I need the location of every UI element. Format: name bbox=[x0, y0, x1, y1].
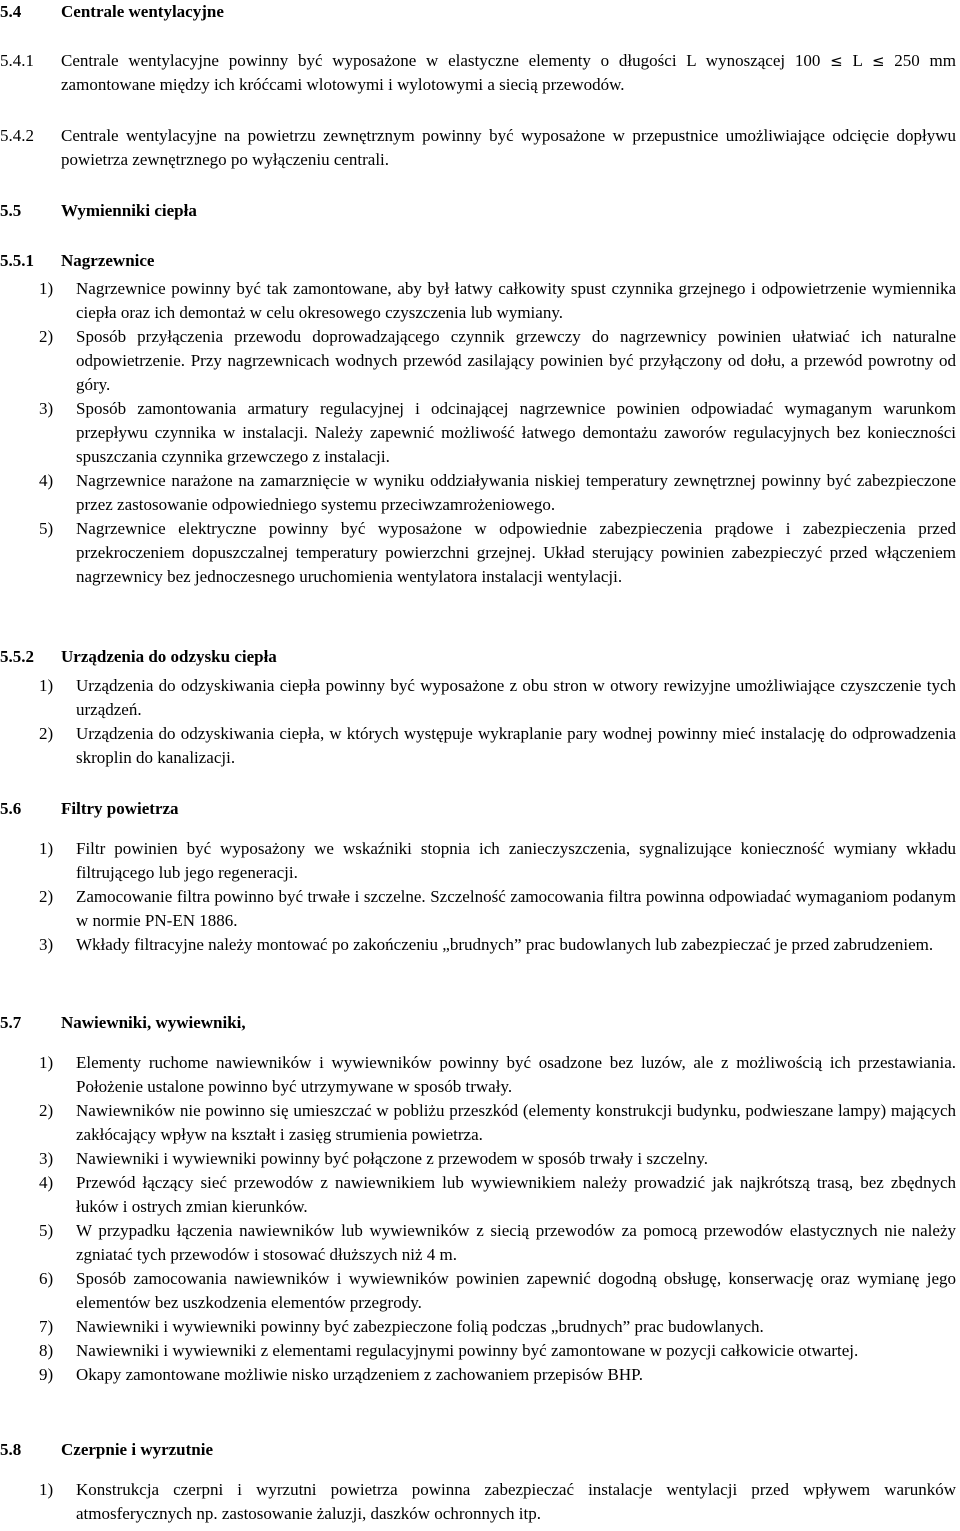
section-5-4-1 bbox=[0, 49, 956, 97]
item-text: Nagrzewnice elektryczne powinny być wyposażone w odpowiednie zabezpieczenia prądowe i zabezpieczenia przed przekroczeniem dopuszczalnej temperatury powierzchni grzejnej. Układ sterujący powinien zabezpieczyć przed włączeniem nagrzewnicy bez jednoczesnego uruchomienia wentylatora instalacji wentylacji. bbox=[76, 519, 956, 586]
item-number: 1) bbox=[39, 839, 54, 858]
list-item bbox=[0, 1478, 956, 1526]
item-text: Nawiewniki i wywiewniki z elementami regulacyjnymi powinny być zamontowane w pozycji całkowicie otwartej. bbox=[76, 1341, 859, 1360]
list-item bbox=[0, 933, 956, 957]
list-item bbox=[0, 277, 956, 325]
less-or-equal-symbol: ≤ bbox=[871, 52, 885, 70]
item-text: Sposób zamocowania nawiewników i wywiewników powinien zapewnić dogodną obsługę, konserwację oraz wymianę jego elementów bez uszkodzenia elementów przegrody. bbox=[76, 1269, 956, 1312]
item-text: Urządzenia do odzyskiwania ciepła, w których występuje wykraplanie pary wodnej powinny mieć instalację do odprowadzenia skroplin do kanalizacji. bbox=[76, 724, 956, 767]
item-number: 4) bbox=[39, 471, 54, 490]
list-item bbox=[0, 1147, 956, 1171]
section-5-7 bbox=[0, 1011, 956, 1387]
numbered-list bbox=[0, 837, 956, 957]
section-number: 5.5.1 bbox=[0, 251, 34, 270]
numbered-list bbox=[0, 1478, 956, 1526]
item-text: Przewód łączący sieć przewodów z nawiewnikiem lub wywiewnikiem należy prowadzić jak najkrótszą trasą, bez zbędnych łuków i ostrych zmian kierunków. bbox=[76, 1173, 956, 1216]
item-text: Okapy zamontowane możliwie nisko urządzeniem z zachowaniem przepisów BHP. bbox=[76, 1365, 643, 1384]
section-title: Nagrzewnice bbox=[61, 251, 155, 270]
section-number: 5.8 bbox=[0, 1440, 22, 1459]
section-number: 5.7 bbox=[0, 1013, 22, 1032]
section-title: Centrale wentylacyjne bbox=[61, 2, 224, 21]
numbered-list bbox=[0, 277, 956, 589]
item-number: 2) bbox=[39, 887, 54, 906]
item-number: 2) bbox=[39, 327, 54, 346]
section-5-5-2 bbox=[0, 645, 956, 770]
item-text: Sposób zamontowania armatury regulacyjnej i odcinającej nagrzewnice powinien odpowiadać wymaganym warunkom przepływu czynnika w instalacji. Należy zapewnić możliwość łatwego demontażu zaworów regulacyjnych bez konieczności spuszczania czynnika grzewczego z instalacji. bbox=[76, 399, 956, 466]
list-item bbox=[0, 1315, 956, 1339]
section-paragraph: Centrale wentylacyjne powinny być wyposażone w elastyczne elementy o długości L wynoszącej 100 ≤ L ≤ 250 mm zamontowane między ich króćcami wlotowymi i wylotowymi a siecią przewodów. bbox=[61, 51, 956, 94]
item-number: 9) bbox=[39, 1365, 54, 1384]
item-number: 3) bbox=[39, 399, 54, 418]
item-number: 2) bbox=[39, 1101, 54, 1120]
item-text: Wkłady filtracyjne należy montować po zakończeniu „brudnych” prac budowlanych lub zabezpieczać je przed zabrudzeniem. bbox=[76, 935, 934, 954]
list-item bbox=[0, 469, 956, 517]
section-title: Czerpnie i wyrzutnie bbox=[61, 1440, 214, 1459]
section-5-5-heading bbox=[0, 199, 956, 223]
section-title: Wymienniki ciepła bbox=[61, 201, 197, 220]
numbered-list bbox=[0, 1051, 956, 1387]
list-item bbox=[0, 674, 956, 722]
section-number: 5.5.2 bbox=[0, 647, 34, 666]
list-item bbox=[0, 325, 956, 397]
list-item bbox=[0, 1219, 956, 1267]
item-text: Nawiewniki i wywiewniki powinny być połączone z przewodem w sposób trwały i szczelny. bbox=[76, 1149, 708, 1168]
list-item bbox=[0, 397, 956, 469]
item-text: Nawiewniki i wywiewniki powinny być zabezpieczone folią podczas „brudnych” prac budowlanych. bbox=[76, 1317, 764, 1336]
list-item bbox=[0, 1267, 956, 1315]
section-number: 5.5 bbox=[0, 201, 22, 220]
item-number: 1) bbox=[39, 1480, 54, 1499]
section-5-5-1 bbox=[0, 249, 956, 589]
list-item bbox=[0, 517, 956, 589]
item-number: 5) bbox=[39, 519, 54, 538]
list-item bbox=[0, 1051, 956, 1099]
item-number: 4) bbox=[39, 1173, 54, 1192]
item-text: Elementy ruchome nawiewników i wywiewników powinny być osadzone bez luzów, ale z możliwością ich przestawiania. Położenie ustalone powinno być utrzymywane w sposób trwały. bbox=[76, 1053, 956, 1096]
item-number: 8) bbox=[39, 1341, 54, 1360]
item-number: 5) bbox=[39, 1221, 54, 1240]
numbered-list bbox=[0, 674, 956, 770]
item-text: Sposób przyłączenia przewodu doprowadzającego czynnik grzewczy do nagrzewnicy powinien ułatwiać ich naturalne odpowietrzenie. Przy nagrzewnicach wodnych przewód zasilający powinien być przyłączony od dołu, a przewód powrotny od góry. bbox=[76, 327, 956, 394]
section-5-8 bbox=[0, 1438, 956, 1526]
list-item bbox=[0, 885, 956, 933]
item-number: 7) bbox=[39, 1317, 54, 1336]
less-or-equal-symbol: ≤ bbox=[830, 52, 843, 70]
item-text: Konstrukcja czerpni i wyrzutni powietrza powinna zabezpieczać instalacje wentylacji przed wpływem warunków atmosferycznych np. zastosowanie żaluzji, daszków ochronnych itp. bbox=[76, 1480, 956, 1523]
section-5-4-heading bbox=[0, 0, 956, 24]
section-number: 5.6 bbox=[0, 799, 22, 818]
list-item bbox=[0, 837, 956, 885]
item-text: Filtr powinien być wyposażony we wskaźniki stopnia ich zanieczyszczenia, sygnalizujące konieczność wymiany wkładu filtrującego lub jego regeneracji. bbox=[76, 839, 956, 882]
section-title: Nawiewniki, wywiewniki, bbox=[61, 1013, 246, 1032]
section-number: 5.4.1 bbox=[0, 51, 34, 70]
section-number: 5.4.2 bbox=[0, 126, 34, 145]
list-item bbox=[0, 1099, 956, 1147]
item-text: Urządzenia do odzyskiwania ciepła powinny być wyposażone z obu stron w otwory rewizyjne umożliwiające czyszczenie tych urządzeń. bbox=[76, 676, 956, 719]
list-item bbox=[0, 1363, 956, 1387]
item-number: 3) bbox=[39, 935, 54, 954]
item-text: Nawiewników nie powinno się umieszczać w pobliżu przeszkód (elementy konstrukcji budynku, podwieszane lampy) mających zakłócający wpływ na kształt i zasięg strumienia powietrza. bbox=[76, 1101, 956, 1144]
item-text: W przypadku łączenia nawiewników lub wywiewników z siecią przewodów za pomocą przewodów elastycznych nie należy zgniatać tych przewodów i stosować dłuższych niż 4 m. bbox=[76, 1221, 956, 1264]
section-5-4-2 bbox=[0, 124, 956, 172]
list-item bbox=[0, 1339, 956, 1363]
section-paragraph: Centrale wentylacyjne na powietrzu zewnętrznym powinny być wyposażone w przepustnice umożliwiające odcięcie dopływu powietrza zewnętrznego po wyłączeniu centrali. bbox=[61, 126, 956, 169]
list-item bbox=[0, 722, 956, 770]
section-number: 5.4 bbox=[0, 2, 22, 21]
item-number: 1) bbox=[39, 676, 54, 695]
item-text: Zamocowanie filtra powinno być trwałe i szczelne. Szczelność zamocowania filtra powinna odpowiadać wymaganiom podanym w normie PN-EN 1886. bbox=[76, 887, 956, 930]
item-number: 3) bbox=[39, 1149, 54, 1168]
list-item bbox=[0, 1171, 956, 1219]
item-number: 1) bbox=[39, 1053, 54, 1072]
item-number: 6) bbox=[39, 1269, 54, 1288]
item-text: Nagrzewnice powinny być tak zamontowane, aby był łatwy całkowity spust czynnika grzejnego i odpowietrzenie wymiennika ciepła oraz ich demontaż w celu okresowego czyszczenia lub wymiany. bbox=[76, 279, 956, 322]
section-title: Filtry powietrza bbox=[61, 799, 179, 818]
section-title: Urządzenia do odzysku ciepła bbox=[61, 647, 277, 666]
item-number: 2) bbox=[39, 724, 54, 743]
section-5-6 bbox=[0, 797, 956, 957]
item-number: 1) bbox=[39, 279, 54, 298]
item-text: Nagrzewnice narażone na zamarznięcie w wyniku oddziaływania niskiej temperatury zewnętrznej powinny być zabezpieczone przez zastosowanie odpowiedniego systemu przeciwzamrożeniowego. bbox=[76, 471, 956, 514]
